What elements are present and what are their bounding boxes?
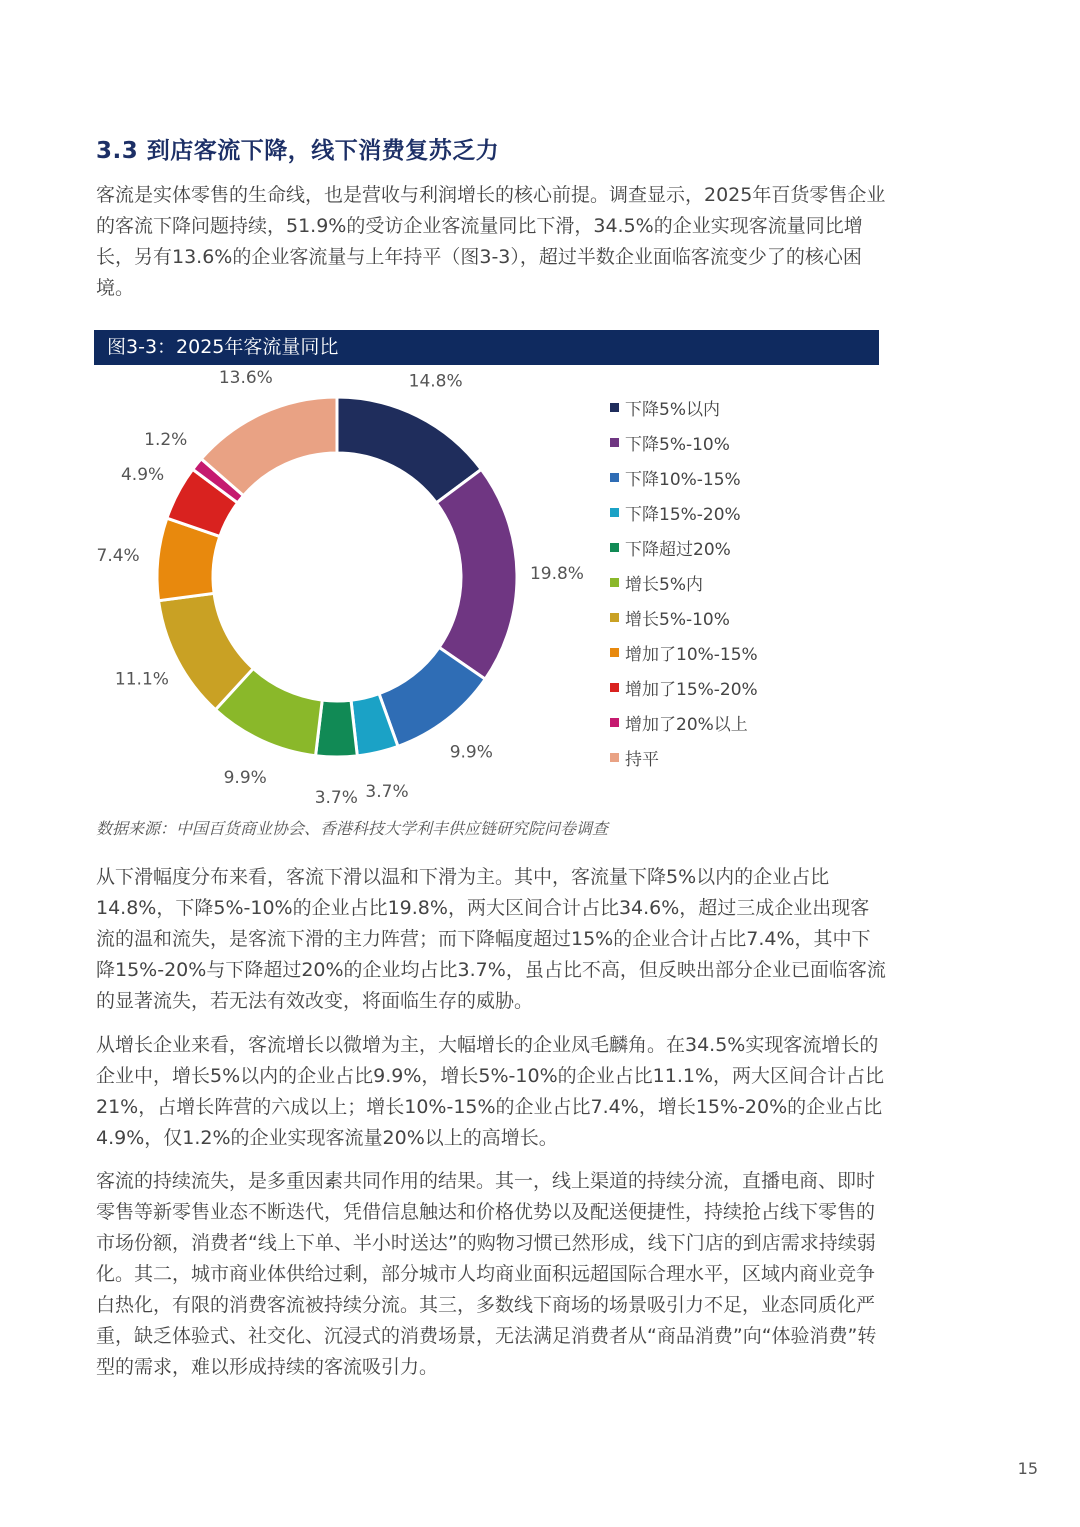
legend-label: 下降5%-10%	[625, 435, 730, 455]
figure-title-bar	[94, 330, 879, 365]
legend-label: 下降超过20%	[625, 540, 731, 560]
donut-slice	[436, 469, 517, 679]
chart-legend	[610, 390, 758, 775]
legend-label: 下降15%-20%	[625, 505, 741, 525]
legend-label: 持平	[625, 750, 659, 770]
legend-label: 增长5%-10%	[625, 610, 730, 630]
legend-label: 增加了10%-15%	[625, 645, 758, 665]
legend-item	[610, 740, 758, 775]
legend-swatch	[610, 613, 619, 622]
legend-item	[610, 425, 758, 460]
legend-label: 增长5%内	[625, 575, 703, 595]
legend-swatch	[610, 403, 619, 412]
slice-data-label: 9.9%	[449, 742, 493, 763]
slice-data-label: 3.7%	[314, 787, 358, 808]
slice-data-label: 11.1%	[114, 669, 169, 690]
section-heading: 3.3 到店客流下降，线下消费复苏乏力	[96, 138, 500, 164]
legend-label: 增加了20%以上	[625, 715, 748, 735]
legend-label: 下降5%以内	[625, 400, 720, 420]
legend-item	[610, 460, 758, 495]
legend-label: 下降10%-15%	[625, 470, 741, 490]
legend-swatch	[610, 648, 619, 657]
intro-paragraph: 客流是实体零售的生命线，也是营收与利润增长的核心前提。调查显示，2025年百货零售企业的客流下降问题持续，51.9%的受访企业客流量同比下滑，34.5%的企业实现客流量同比增长，另有13.6%的企业客流量与上年持平（图3-3），超过半数企业面临客流变少了的核心困境。	[96, 184, 886, 299]
legend-item	[610, 495, 758, 530]
slice-data-label: 4.9%	[120, 465, 165, 486]
decline-analysis-paragraph: 从下滑幅度分布来看，客流下滑以温和下滑为主。其中，客流量下降5%以内的企业占比14.8%，下降5%-10%的企业占比19.8%，两大区间合计占比34.6%，超过三成企业出现客流的温和流失，是客流下滑的主力阵营；而下降幅度超过15%的企业合计占比7.4%，其中下降15%-20%与下降超过20%的企业均占比3.7%，虽占比不高，但反映出部分企业已面临客流的显著流失，若无法有效改变，将面临生存的威胁。	[96, 866, 886, 1012]
slice-data-label: 14.8%	[408, 371, 463, 392]
chart-title: 图3-3：2025年客流量同比	[107, 336, 339, 358]
page-number: 15	[1017, 1459, 1038, 1478]
slice-data-label: 19.8%	[529, 563, 584, 584]
legend-swatch	[610, 578, 619, 587]
legend-label: 增加了15%-20%	[625, 680, 758, 700]
legend-swatch	[610, 543, 619, 552]
legend-item	[610, 705, 758, 740]
legend-swatch	[610, 473, 619, 482]
legend-swatch	[610, 508, 619, 517]
slice-data-label: 9.9%	[223, 767, 267, 788]
legend-swatch	[610, 753, 619, 762]
slice-data-label: 7.4%	[96, 545, 140, 566]
donut-chart	[60, 370, 620, 810]
legend-item	[610, 635, 758, 670]
legend-swatch	[610, 718, 619, 727]
growth-analysis-paragraph: 从增长企业来看，客流增长以微增为主，大幅增长的企业凤毛麟角。在34.5%实现客流增长的企业中，增长5%以内的企业占比9.9%，增长5%-10%的企业占比11.1%，两大区间合计占比21%，占增长阵营的六成以上；增长10%-15%的企业占比7.4%，增长15%-20%的企业占比4.9%，仅1.2%的企业实现客流量20%以上的高增长。	[96, 1034, 885, 1149]
legend-swatch	[610, 438, 619, 447]
slice-data-label: 3.7%	[365, 782, 409, 803]
slice-data-label: 13.6%	[218, 370, 273, 388]
slice-data-label: 1.2%	[144, 429, 188, 450]
causes-paragraph: 客流的持续流失，是多重因素共同作用的结果。其一，线上渠道的持续分流，直播电商、即时零售等新零售业态不断迭代，凭借信息触达和价格优势以及配送便捷性，持续抢占线下零售的市场份额，消费者“线上下单、半小时送达”的购物习惯已然形成，线下门店的到店需求持续弱化。其二，城市商业体供给过剩，部分城市人均商业面积远超国际合理水平，区域内商业竞争白热化，有限的消费客流被持续分流。其三，多数线下商场的场景吸引力不足，业态同质化严重，缺乏体验式、社交化、沉浸式的消费场景，无法满足消费者从“商品消费”向“体验消费”转型的需求，难以形成持续的客流吸引力。	[96, 1170, 877, 1378]
source-note: 数据来源：中国百货商业协会、香港科技大学利丰供应链研究院问卷调查	[96, 819, 609, 838]
legend-item	[610, 530, 758, 565]
legend-swatch	[610, 683, 619, 692]
legend-item	[610, 600, 758, 635]
legend-item	[610, 565, 758, 600]
legend-item	[610, 390, 758, 425]
legend-item	[610, 670, 758, 705]
